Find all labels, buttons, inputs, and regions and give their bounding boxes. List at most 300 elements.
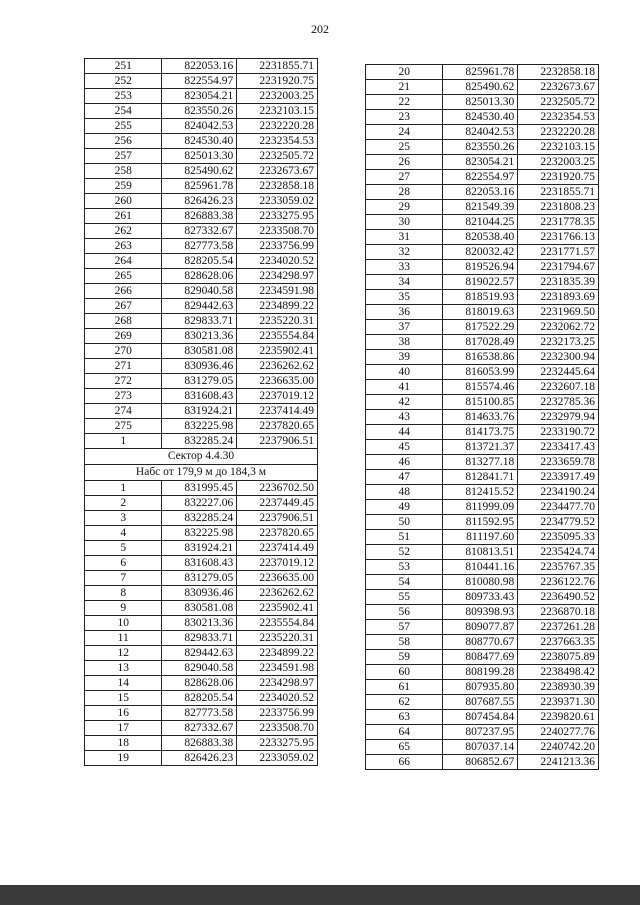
point-number: 28 xyxy=(366,185,443,200)
x-coordinate: 827773.58 xyxy=(162,706,237,721)
x-coordinate: 829833.71 xyxy=(162,314,237,329)
point-number: 271 xyxy=(85,359,162,374)
point-number: 15 xyxy=(85,691,162,706)
x-coordinate: 830213.36 xyxy=(162,616,237,631)
y-coordinate: 2232858.18 xyxy=(237,179,318,194)
x-coordinate: 810441.16 xyxy=(443,560,518,575)
point-number: 267 xyxy=(85,299,162,314)
y-coordinate: 2238498.42 xyxy=(518,665,599,680)
y-coordinate: 2232505.72 xyxy=(237,149,318,164)
point-number: 39 xyxy=(366,350,443,365)
y-coordinate: 2234779.52 xyxy=(518,515,599,530)
y-coordinate: 2233508.70 xyxy=(237,224,318,239)
table-row xyxy=(366,170,599,185)
x-coordinate: 819526.94 xyxy=(443,260,518,275)
table-row xyxy=(366,725,599,740)
point-number: 14 xyxy=(85,676,162,691)
x-coordinate: 823550.26 xyxy=(162,104,237,119)
section-subtitle: Набс от 179,9 м до 184,3 м xyxy=(85,465,318,481)
point-number: 53 xyxy=(366,560,443,575)
x-coordinate: 832225.98 xyxy=(162,526,237,541)
table-row xyxy=(85,541,318,556)
y-coordinate: 2231808.23 xyxy=(518,200,599,215)
table-row xyxy=(366,650,599,665)
x-coordinate: 832285.24 xyxy=(162,434,237,449)
x-coordinate: 827773.58 xyxy=(162,239,237,254)
point-number: 30 xyxy=(366,215,443,230)
table-row xyxy=(366,290,599,305)
table-row xyxy=(85,179,318,194)
table-row xyxy=(85,239,318,254)
table-row xyxy=(366,245,599,260)
point-number: 9 xyxy=(85,601,162,616)
y-coordinate: 2233659.78 xyxy=(518,455,599,470)
x-coordinate: 808770.67 xyxy=(443,635,518,650)
y-coordinate: 2231766.13 xyxy=(518,230,599,245)
point-number: 26 xyxy=(366,155,443,170)
table-row xyxy=(85,419,318,434)
y-coordinate: 2233275.95 xyxy=(237,209,318,224)
point-number: 273 xyxy=(85,389,162,404)
x-coordinate: 822554.97 xyxy=(443,170,518,185)
table-row xyxy=(85,134,318,149)
point-number: 40 xyxy=(366,365,443,380)
table-row xyxy=(366,140,599,155)
table-row xyxy=(366,305,599,320)
y-coordinate: 2232300.94 xyxy=(518,350,599,365)
x-coordinate: 813721.37 xyxy=(443,440,518,455)
right-coordinate-table xyxy=(365,64,599,770)
x-coordinate: 822053.16 xyxy=(162,59,237,74)
point-number: 12 xyxy=(85,646,162,661)
point-number: 25 xyxy=(366,140,443,155)
section-header-row xyxy=(85,449,318,465)
table-row xyxy=(85,571,318,586)
table-row xyxy=(85,496,318,511)
table-row xyxy=(85,721,318,736)
point-number: 255 xyxy=(85,119,162,134)
table-row xyxy=(85,149,318,164)
x-coordinate: 807687.55 xyxy=(443,695,518,710)
table-row xyxy=(85,631,318,646)
x-coordinate: 829040.58 xyxy=(162,284,237,299)
x-coordinate: 811592.95 xyxy=(443,515,518,530)
x-coordinate: 814173.75 xyxy=(443,425,518,440)
x-coordinate: 810813.51 xyxy=(443,545,518,560)
point-number: 58 xyxy=(366,635,443,650)
y-coordinate: 2232220.28 xyxy=(237,119,318,134)
point-number: 261 xyxy=(85,209,162,224)
table-row xyxy=(85,254,318,269)
point-number: 45 xyxy=(366,440,443,455)
x-coordinate: 813277.18 xyxy=(443,455,518,470)
point-number: 4 xyxy=(85,526,162,541)
point-number: 275 xyxy=(85,419,162,434)
x-coordinate: 830936.46 xyxy=(162,586,237,601)
x-coordinate: 827332.67 xyxy=(162,224,237,239)
y-coordinate: 2239371.30 xyxy=(518,695,599,710)
y-coordinate: 2231920.75 xyxy=(237,74,318,89)
table-row xyxy=(85,601,318,616)
y-coordinate: 2234298.97 xyxy=(237,269,318,284)
y-coordinate: 2234591.98 xyxy=(237,661,318,676)
point-number: 11 xyxy=(85,631,162,646)
point-number: 13 xyxy=(85,661,162,676)
table-row xyxy=(366,65,599,80)
point-number: 35 xyxy=(366,290,443,305)
y-coordinate: 2232979.94 xyxy=(518,410,599,425)
point-number: 10 xyxy=(85,616,162,631)
y-coordinate: 2234298.97 xyxy=(237,676,318,691)
table-row xyxy=(366,695,599,710)
table-row xyxy=(366,455,599,470)
x-coordinate: 821549.39 xyxy=(443,200,518,215)
table-row xyxy=(366,80,599,95)
point-number: 5 xyxy=(85,541,162,556)
y-coordinate: 2237663.35 xyxy=(518,635,599,650)
x-coordinate: 814633.76 xyxy=(443,410,518,425)
point-number: 7 xyxy=(85,571,162,586)
y-coordinate: 2232103.15 xyxy=(518,140,599,155)
table-row xyxy=(366,365,599,380)
y-coordinate: 2237414.49 xyxy=(237,541,318,556)
point-number: 1 xyxy=(85,434,162,449)
table-row xyxy=(366,95,599,110)
point-number: 8 xyxy=(85,586,162,601)
table-row xyxy=(85,374,318,389)
table-row xyxy=(85,269,318,284)
y-coordinate: 2236702.50 xyxy=(237,481,318,496)
x-coordinate: 831924.21 xyxy=(162,541,237,556)
y-coordinate: 2237019.12 xyxy=(237,389,318,404)
point-number: 52 xyxy=(366,545,443,560)
table-row xyxy=(85,736,318,751)
table-row xyxy=(85,404,318,419)
point-number: 56 xyxy=(366,605,443,620)
x-coordinate: 811999.09 xyxy=(443,500,518,515)
y-coordinate: 2233417.43 xyxy=(518,440,599,455)
point-number: 62 xyxy=(366,695,443,710)
y-coordinate: 2231855.71 xyxy=(237,59,318,74)
section-subheader-row xyxy=(85,465,318,481)
y-coordinate: 2231794.67 xyxy=(518,260,599,275)
point-number: 51 xyxy=(366,530,443,545)
point-number: 59 xyxy=(366,650,443,665)
point-number: 23 xyxy=(366,110,443,125)
x-coordinate: 817028.49 xyxy=(443,335,518,350)
point-number: 60 xyxy=(366,665,443,680)
x-coordinate: 824042.53 xyxy=(162,119,237,134)
table-row xyxy=(366,590,599,605)
y-coordinate: 2237261.28 xyxy=(518,620,599,635)
point-number: 258 xyxy=(85,164,162,179)
y-coordinate: 2235220.31 xyxy=(237,314,318,329)
table-row xyxy=(85,511,318,526)
x-coordinate: 823550.26 xyxy=(443,140,518,155)
point-number: 36 xyxy=(366,305,443,320)
x-coordinate: 825013.30 xyxy=(162,149,237,164)
table-row xyxy=(85,691,318,706)
y-coordinate: 2237820.65 xyxy=(237,526,318,541)
y-coordinate: 2236262.62 xyxy=(237,586,318,601)
point-number: 257 xyxy=(85,149,162,164)
y-coordinate: 2233508.70 xyxy=(237,721,318,736)
table-row xyxy=(366,275,599,290)
table-row xyxy=(366,260,599,275)
x-coordinate: 825013.30 xyxy=(443,95,518,110)
table-row xyxy=(85,299,318,314)
point-number: 43 xyxy=(366,410,443,425)
y-coordinate: 2233275.95 xyxy=(237,736,318,751)
x-coordinate: 825490.62 xyxy=(162,164,237,179)
y-coordinate: 2234477.70 xyxy=(518,500,599,515)
point-number: 46 xyxy=(366,455,443,470)
table-row xyxy=(366,320,599,335)
x-coordinate: 828205.54 xyxy=(162,254,237,269)
x-coordinate: 828628.06 xyxy=(162,676,237,691)
x-coordinate: 829442.63 xyxy=(162,646,237,661)
table-row xyxy=(366,575,599,590)
point-number: 263 xyxy=(85,239,162,254)
point-number: 18 xyxy=(85,736,162,751)
y-coordinate: 2232858.18 xyxy=(518,65,599,80)
y-coordinate: 2232173.25 xyxy=(518,335,599,350)
table-row xyxy=(366,485,599,500)
x-coordinate: 821044.25 xyxy=(443,215,518,230)
y-coordinate: 2234020.52 xyxy=(237,691,318,706)
table-row xyxy=(366,395,599,410)
point-number: 254 xyxy=(85,104,162,119)
x-coordinate: 812841.71 xyxy=(443,470,518,485)
y-coordinate: 2240277.76 xyxy=(518,725,599,740)
x-coordinate: 828205.54 xyxy=(162,691,237,706)
table-row xyxy=(85,284,318,299)
x-coordinate: 829442.63 xyxy=(162,299,237,314)
x-coordinate: 832285.24 xyxy=(162,511,237,526)
x-coordinate: 816538.86 xyxy=(443,350,518,365)
y-coordinate: 2240742.20 xyxy=(518,740,599,755)
table-row xyxy=(366,125,599,140)
y-coordinate: 2234190.24 xyxy=(518,485,599,500)
table-row xyxy=(366,230,599,245)
x-coordinate: 831279.05 xyxy=(162,374,237,389)
y-coordinate: 2231920.75 xyxy=(518,170,599,185)
point-number: 2 xyxy=(85,496,162,511)
point-number: 24 xyxy=(366,125,443,140)
y-coordinate: 2236635.00 xyxy=(237,374,318,389)
point-number: 61 xyxy=(366,680,443,695)
x-coordinate: 817522.29 xyxy=(443,320,518,335)
y-coordinate: 2233917.49 xyxy=(518,470,599,485)
page-number: 202 xyxy=(311,22,329,36)
table-row xyxy=(366,215,599,230)
y-coordinate: 2232505.72 xyxy=(518,95,599,110)
x-coordinate: 818019.63 xyxy=(443,305,518,320)
x-coordinate: 829833.71 xyxy=(162,631,237,646)
table-row xyxy=(85,314,318,329)
x-coordinate: 826426.23 xyxy=(162,751,237,766)
x-coordinate: 829040.58 xyxy=(162,661,237,676)
y-coordinate: 2237019.12 xyxy=(237,556,318,571)
table-row xyxy=(366,755,599,770)
table-row xyxy=(85,224,318,239)
table-row xyxy=(366,665,599,680)
point-number: 29 xyxy=(366,200,443,215)
table-row xyxy=(366,155,599,170)
point-number: 64 xyxy=(366,725,443,740)
table-row xyxy=(366,200,599,215)
table-row xyxy=(366,110,599,125)
y-coordinate: 2234899.22 xyxy=(237,646,318,661)
x-coordinate: 809733.43 xyxy=(443,590,518,605)
y-coordinate: 2232354.53 xyxy=(237,134,318,149)
x-coordinate: 825961.78 xyxy=(162,179,237,194)
x-coordinate: 830581.08 xyxy=(162,601,237,616)
x-coordinate: 809398.93 xyxy=(443,605,518,620)
x-coordinate: 807935.80 xyxy=(443,680,518,695)
table-row xyxy=(85,751,318,766)
point-number: 274 xyxy=(85,404,162,419)
y-coordinate: 2234899.22 xyxy=(237,299,318,314)
y-coordinate: 2232607.18 xyxy=(518,380,599,395)
y-coordinate: 2237414.49 xyxy=(237,404,318,419)
point-number: 19 xyxy=(85,751,162,766)
x-coordinate: 825490.62 xyxy=(443,80,518,95)
table-row xyxy=(85,661,318,676)
point-number: 265 xyxy=(85,269,162,284)
x-coordinate: 828628.06 xyxy=(162,269,237,284)
y-coordinate: 2235554.84 xyxy=(237,616,318,631)
point-number: 27 xyxy=(366,170,443,185)
x-coordinate: 811197.60 xyxy=(443,530,518,545)
x-coordinate: 815100.85 xyxy=(443,395,518,410)
y-coordinate: 2235902.41 xyxy=(237,601,318,616)
x-coordinate: 822554.97 xyxy=(162,74,237,89)
x-coordinate: 832225.98 xyxy=(162,419,237,434)
table-row xyxy=(85,359,318,374)
point-number: 42 xyxy=(366,395,443,410)
point-number: 272 xyxy=(85,374,162,389)
y-coordinate: 2234020.52 xyxy=(237,254,318,269)
table-row xyxy=(366,545,599,560)
table-row xyxy=(85,344,318,359)
y-coordinate: 2232003.25 xyxy=(237,89,318,104)
y-coordinate: 2232354.53 xyxy=(518,110,599,125)
y-coordinate: 2231893.69 xyxy=(518,290,599,305)
point-number: 262 xyxy=(85,224,162,239)
x-coordinate: 818519.93 xyxy=(443,290,518,305)
y-coordinate: 2235767.35 xyxy=(518,560,599,575)
table-row xyxy=(366,440,599,455)
y-coordinate: 2233756.99 xyxy=(237,239,318,254)
point-number: 3 xyxy=(85,511,162,526)
point-number: 66 xyxy=(366,755,443,770)
table-row xyxy=(85,646,318,661)
y-coordinate: 2233190.72 xyxy=(518,425,599,440)
x-coordinate: 830936.46 xyxy=(162,359,237,374)
table-row xyxy=(85,389,318,404)
y-coordinate: 2238075.89 xyxy=(518,650,599,665)
x-coordinate: 807454.84 xyxy=(443,710,518,725)
x-coordinate: 815574.46 xyxy=(443,380,518,395)
table-row xyxy=(85,194,318,209)
table-row xyxy=(366,350,599,365)
y-coordinate: 2236490.52 xyxy=(518,590,599,605)
point-number: 252 xyxy=(85,74,162,89)
point-number: 20 xyxy=(366,65,443,80)
y-coordinate: 2231855.71 xyxy=(518,185,599,200)
table-row xyxy=(366,470,599,485)
point-number: 54 xyxy=(366,575,443,590)
y-coordinate: 2237820.65 xyxy=(237,419,318,434)
point-number: 256 xyxy=(85,134,162,149)
y-coordinate: 2231778.35 xyxy=(518,215,599,230)
table-row xyxy=(85,556,318,571)
table-row xyxy=(85,209,318,224)
x-coordinate: 825961.78 xyxy=(443,65,518,80)
y-coordinate: 2235095.33 xyxy=(518,530,599,545)
x-coordinate: 808199.28 xyxy=(443,665,518,680)
table-row xyxy=(366,380,599,395)
point-number: 44 xyxy=(366,425,443,440)
x-coordinate: 808477.69 xyxy=(443,650,518,665)
x-coordinate: 810080.98 xyxy=(443,575,518,590)
point-number: 49 xyxy=(366,500,443,515)
point-number: 37 xyxy=(366,320,443,335)
table-row xyxy=(85,89,318,104)
y-coordinate: 2231771.57 xyxy=(518,245,599,260)
point-number: 21 xyxy=(366,80,443,95)
point-number: 269 xyxy=(85,329,162,344)
table-row xyxy=(85,706,318,721)
point-number: 34 xyxy=(366,275,443,290)
bottom-scan-border xyxy=(0,885,640,905)
x-coordinate: 831608.43 xyxy=(162,556,237,571)
table-row xyxy=(85,329,318,344)
y-coordinate: 2233059.02 xyxy=(237,194,318,209)
x-coordinate: 824530.40 xyxy=(443,110,518,125)
point-number: 6 xyxy=(85,556,162,571)
table-row xyxy=(366,605,599,620)
point-number: 264 xyxy=(85,254,162,269)
point-number: 50 xyxy=(366,515,443,530)
x-coordinate: 816053.99 xyxy=(443,365,518,380)
x-coordinate: 831279.05 xyxy=(162,571,237,586)
y-coordinate: 2233059.02 xyxy=(237,751,318,766)
y-coordinate: 2235220.31 xyxy=(237,631,318,646)
y-coordinate: 2238930.39 xyxy=(518,680,599,695)
x-coordinate: 819022.57 xyxy=(443,275,518,290)
y-coordinate: 2235902.41 xyxy=(237,344,318,359)
x-coordinate: 826426.23 xyxy=(162,194,237,209)
table-row xyxy=(366,500,599,515)
x-coordinate: 832227.06 xyxy=(162,496,237,511)
y-coordinate: 2235424.74 xyxy=(518,545,599,560)
table-row xyxy=(366,425,599,440)
x-coordinate: 830213.36 xyxy=(162,329,237,344)
table-row xyxy=(366,710,599,725)
point-number: 31 xyxy=(366,230,443,245)
y-coordinate: 2236870.18 xyxy=(518,605,599,620)
y-coordinate: 2241213.36 xyxy=(518,755,599,770)
table-row xyxy=(85,586,318,601)
y-coordinate: 2232003.25 xyxy=(518,155,599,170)
y-coordinate: 2235554.84 xyxy=(237,329,318,344)
point-number: 32 xyxy=(366,245,443,260)
table-row xyxy=(366,410,599,425)
x-coordinate: 807237.95 xyxy=(443,725,518,740)
point-number: 268 xyxy=(85,314,162,329)
